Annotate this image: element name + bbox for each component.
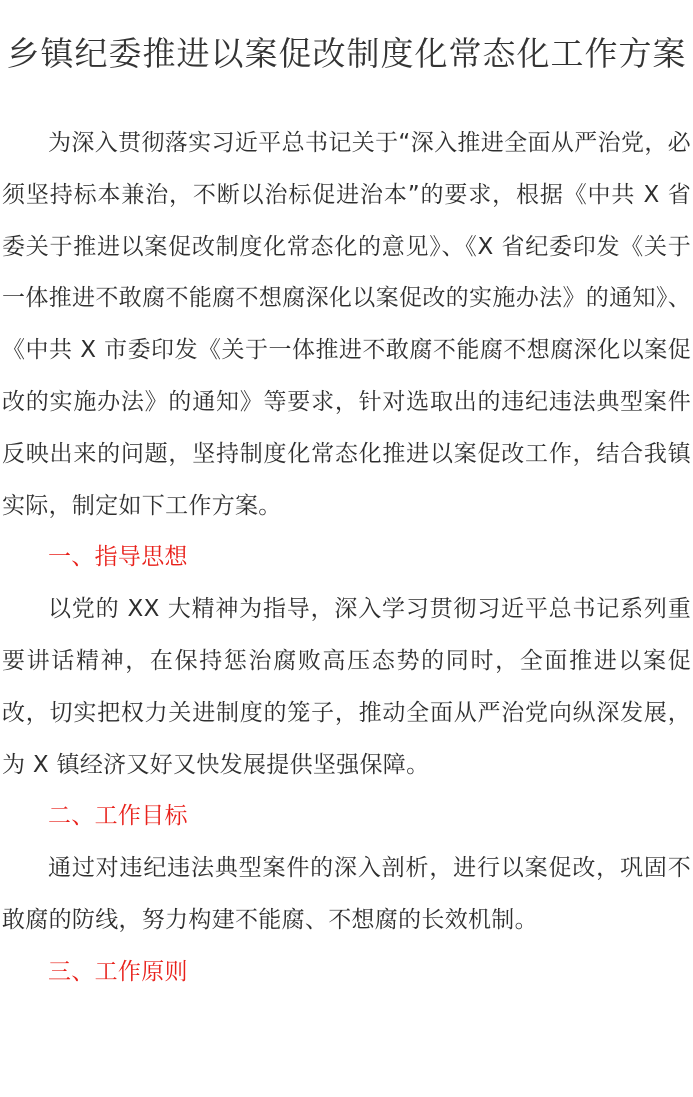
section-heading-guiding-ideology: 一、指导思想 — [48, 544, 188, 571]
document-title: 乡镇纪委推进以案促改制度化常态化工作方案 — [6, 34, 687, 73]
section-heading-work-principles: 三、工作原则 — [48, 958, 188, 985]
intro-paragraph: 为深入贯彻落实习近平总书记关于“深入推进全面从严治党，必须坚持标本兼治，不断以治标促进治本”的要求，根据《中共 X 省委关于推进以案促改制度化常态化的意见》、《X 省纪委印发《关于一体推进不敢腐不能腐不想腐深化以案促改的实施办法》的通知》、《中共 X 市委印发《关于一体推进不敢腐不能腐不想腐深化以案促改的实施办法》的通知》等要求，针对选取出的违纪违法典型案件反映出来的问题，坚持制度化常态化推进以案促改工作，结合我镇实际，制定如下工作方案。 — [2, 130, 691, 519]
section-heading-work-goals: 二、工作目标 — [48, 803, 188, 830]
section-body-work-goals: 通过对违纪违法典型案件的深入剖析，进行以案促改，巩固不敢腐的防线，努力构建不能腐、不想腐的长效机制。 — [2, 855, 691, 933]
section-body-guiding-ideology: 以党的 XX 大精神为指导，深入学习贯彻习近平总书记系列重要讲话精神，在保持惩治腐败高压态势的同时，全面推进以案促改，切实把权力关进制度的笼子，推动全面从严治党向纵深发展，为 X 镇经济又好又快发展提供坚强保障。 — [2, 596, 691, 778]
